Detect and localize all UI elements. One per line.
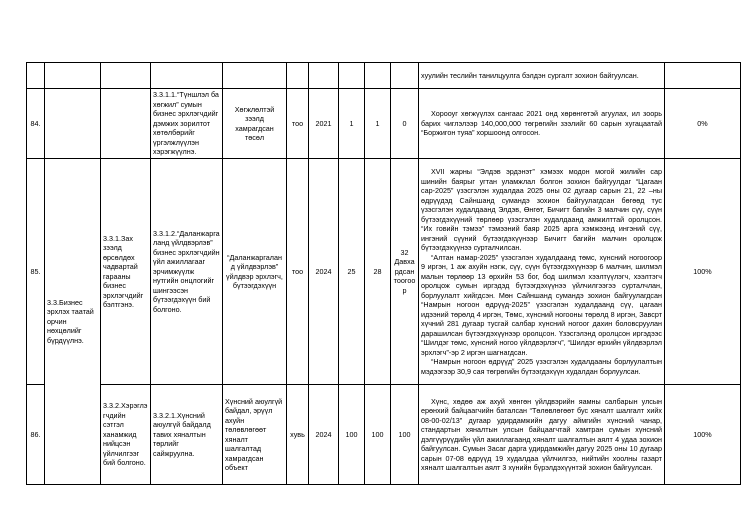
percent-cell [665,63,741,89]
value-cell: 25 [339,159,365,385]
action-text: 3.3.1.2.“Даланжаргаланд үйлдвэрлэв” бизнес эрхлэгчдийн үйл ажиллагааг эрчимжүүлж нутгийн онцлогийг шингээсэн бүтээгдэхүүн бий болгоно. [151,159,223,385]
result-paragraph: хуулийн теслийн танилцуулга бэлдэн сургалт зохион байгуулсан. [421,70,639,80]
row-number: 86. [27,385,45,485]
result-text [419,89,665,159]
result-text [419,385,665,485]
unit-cell: хувь [287,385,309,485]
table-row [27,159,741,385]
value-cell: 100 [339,385,365,485]
result-paragraph: Хорооуг хөгжүүлэх сангаас 2021 онд хөрөнгөтэй агуулах, ил зоорь барих чиглэлээр 140,000,000 төгрөгийн зээлийг 60 сарын хугацаатай “Боржигон туяа” хоршоонд олгосон. [421,109,662,138]
percent-cell: 0% [665,89,741,159]
value-cell: 1 [365,89,391,159]
percent-cell: 100% [665,159,741,385]
unit-cell: тоо [287,89,309,159]
sub-goal: 3.3.2.Хэрэглэгчдийн сэтгэл ханамжид нийцсэн үйлчилгээг бий болгоно. [101,385,151,485]
value-cell: 100 [391,385,419,485]
year-cell: 2021 [309,89,339,159]
row-number [27,63,45,89]
output-indicator: Хөгжлөлтэй зээлд хамрагдсан төсөл [223,89,287,159]
result-paragraph: Хүнс, хөдөө аж ахуй хөнгөн үйлдвэрийн яамны салбарын улсын ерөнхий байцаагчийн баталсан “Төлөвлөгөөт бус хяналт шалгалт хийх 08-00-02/13” дугаар удирдамжийн дагуу аймгийн хүнсний чанар, стандартын хяналтын улсын байцаагчтай хамтран сумын хүнсний дэлгүүрүүдийн үйл ажиллагаанд хяналт шалгалтын аялт 4 удаа зохион байгуулсан. Сумын Засаг дарга удирдамжийн дагуу 2025 оны 10 дугаар сарын 07-08 өдрүүд 19 худалдаа үйлчилгээ, нийтийн хоолны газарт хяналт шалгалтын аялт 3 хүнийн бүрэлдэхүүнтэй зохион байгуулсан. [421,396,662,472]
sub-goal [101,63,151,89]
value-cell: 32 Давхардсан тоогоор [391,159,419,385]
table-row [27,63,741,89]
output-indicator [223,63,287,89]
result-paragraph: “Намрын ногоон өдрүүд” 2025 үзэсгэлэн худалдааны борлуулалтын мэдээгээр 30,9 сая төгрөгийн бүтээгдэхүүн худалдан борлуулсан. [421,357,662,376]
sub-goal: 3.3.1.Зах зээлд өрсөлдөх чадвартай гарааны бизнес эрхлэгчдийг бэлтгэнэ. [101,159,151,385]
result-paragraph: XVII жарны “Элдэв эрдэнэт” хэмээх модон могой жилийн сар шинийн баярыг угтан уламжлал болгон зохион байгуулдаг “Цагаан сар-2025” үзэсгэлэн худалдаа 2025 оны 02 дугаар сарын 21, 22 –ны өдрүүдэд Сайншанд сумандэ зохион байгуулагдсан бөгөөд тус үзэсгэлэн худалдаанд Элдэв, Өнгөт, Бичигт багийн 3 малчин сүү, сүүн бүтээгдэхүүний төрлөөр үзэсгэлэн худалдаанд амжилттай оролцсон. “Их говийн тэмээ” тэмээний баяр 2025 арга хэмжээнд ингэний сүү, ингэний сүүний бүтээгдэхүүнээр Бичигт багийн малчин оролцож бүтээгдэхүүнээ сурталчилсан. [421,167,662,252]
value-cell: 100 [365,385,391,485]
value-cell [391,63,419,89]
value-cell: 0 [391,89,419,159]
result-text [419,159,665,385]
year-cell: 2024 [309,385,339,485]
value-cell: 1 [339,89,365,159]
year-cell: 2024 [309,159,339,385]
action-text: 3.3.2.1.Хүнсний аюулгүй байдалд тавих хяналтын төрлийг сайжруулна. [151,385,223,485]
output-indicator: “Даланжаргаланд үйлдвэрлэв” үйлдвэр эрхлэгч, бүтээгдэхүүн [223,159,287,385]
row-number: 84. [27,89,45,159]
percent-cell: 100% [665,385,741,485]
table-row [27,89,741,159]
action-text [151,63,223,89]
goal-group: 3.3.Бизнес эрхлэх таатай орчин нөхцөлийг бүрдүүлнэ. [45,159,101,485]
unit-cell: тоо [287,159,309,385]
value-cell: 28 [365,159,391,385]
goal-group [45,63,101,89]
report-table [26,62,741,485]
value-cell [365,63,391,89]
output-indicator: Хүнсний аюулгүй байдал, эрүүл ахуйн төлөвлөгөөт хяналт шалгалтад хамрагдсан объект [223,385,287,485]
unit-cell [287,63,309,89]
row-number: 85. [27,159,45,385]
sub-goal [101,89,151,159]
goal-group [45,89,101,159]
table-row [27,385,741,485]
value-cell [339,63,365,89]
action-text: 3.3.1.1.“Түншлэл ба хөгжил” сумын бизнес эрхлэгчдийг дэмжих зорилтот хөтөлбөрийг үргэлжлүүлэн хэрэгжүүлнэ. [151,89,223,159]
year-cell [309,63,339,89]
result-text [419,63,665,89]
result-paragraph: “Алтан намар-2025” үзэсгэлэн худалдаанд төмс, хүнсний ногоогоор 9 иргэн, 1 аж ахуйн нэгж, сүү, сүүн бүтээгдэхүүнээр 6 малчин, шилмэл малын төрлөөр 13 өрхийн 53 бог, бод шилмэл хээлтүүлэгч, хээлтэгч оролцож сумын иргэдэд бүтээгдэхүүнээ үйлчилгээгээ сурталчлан, борлуулалт хийгдсэн. Мөн Сайншанд сумандэ зохион байгуулагдсан “Намрын ногоон өдрүүд-2025” үзэсгэлэн худалдаанд сүү, цагаан идээний төрөлд 4 иргэн, Төмс, хүнсний ногооны төрөлд 8 иргэн, Завсрт хүчний 281 дугаар тусгай салбар хүнсний ногоог дахин боловсруулан дарашилсан бүтээгдэхүүнээр оролцсон. Үзэсгэлэнд оролцсон иргэдээс “Шилдэг төмс, хүнсний ногоо үйлдвэрлэгч”, “Шилдэг өрхийн үйлдвэрлэл эрхлэгч”-эр 2 иргэн шагнагдсан. [421,252,662,357]
